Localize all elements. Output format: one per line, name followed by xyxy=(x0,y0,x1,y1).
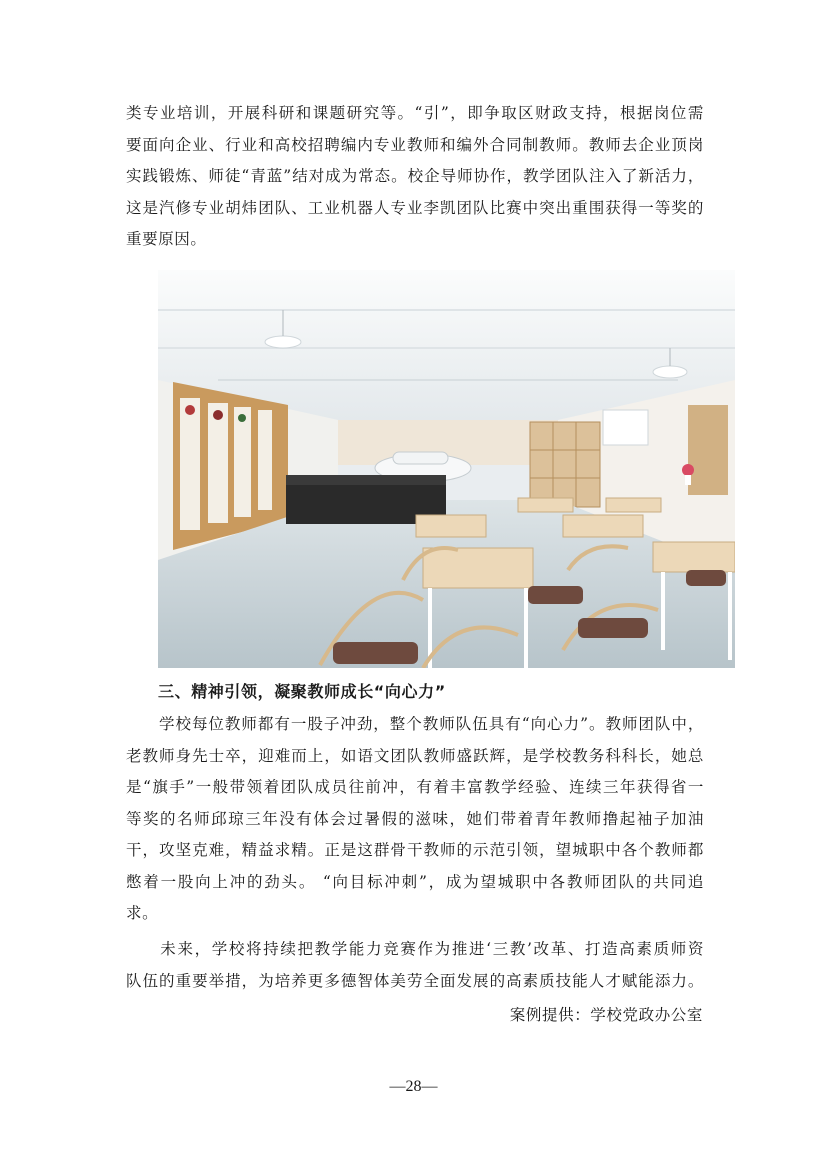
paragraph-spirit xyxy=(126,709,704,930)
classroom-photo xyxy=(158,270,735,668)
section-heading: 三、精神引领，凝聚教师成长“向心力” xyxy=(158,682,446,701)
text-line: 队伍的重要举措，为培养更多德智体美劳全面发展的高素质技能人才赋能添力。 xyxy=(126,971,704,990)
text-line: 这是汽修专业胡炜团队、工业机器人专业李凯团队比赛中突出重围获得一等奖的 xyxy=(126,198,704,217)
text-line: 实践锻炼、师徒“青蓝”结对成为常态。校企导师协作，教学团队注入了新活力， xyxy=(126,167,704,185)
text-line: 未来，学校将持续把教学能力竞赛作为推进‘三教’改革、打造高素质师资 xyxy=(126,940,704,958)
text-line: 憋着一股向上冲的劲头。 “向目标冲刺”，成为望城职中各教师团队的共同追 xyxy=(126,872,704,891)
paragraph-training xyxy=(126,98,704,256)
text-line: 求。 xyxy=(126,904,159,922)
text-line: 老教师身先士卒，迎难而上，如语文团队教师盛跃辉，是学校教务科科长，她总 xyxy=(126,746,704,765)
text-line: 要面向企业、行业和高校招聘编内专业教师和编外合同制教师。教师去企业顶岗 xyxy=(126,135,704,154)
text-line: 学校每位教师都有一股子冲劲，整个教师队伍具有“向心力”。教师团队中， xyxy=(126,715,704,733)
text-line: 等奖的名师邱琼三年没有体会过暑假的滋味，她们带着青年教师撸起袖子加油 xyxy=(126,809,704,828)
classroom-photo-illustration xyxy=(158,270,735,668)
paragraph-future xyxy=(126,934,704,997)
text-line: 类专业培训，开展科研和课题研究等。“引”，即争取区财政支持，根据岗位需 xyxy=(126,104,704,122)
case-credit: 案例提供：学校党政办公室 xyxy=(509,1006,703,1024)
text-line: 干，攻坚克难，精益求精。正是这群骨干教师的示范引领，望城职中各个教师都 xyxy=(126,841,704,859)
text-line: 是“旗手”一般带领着团队成员往前冲，有着丰富教学经验、连续三年获得省一 xyxy=(126,778,704,796)
text-line: 重要原因。 xyxy=(126,230,207,248)
page-number: —28— xyxy=(389,1078,438,1095)
